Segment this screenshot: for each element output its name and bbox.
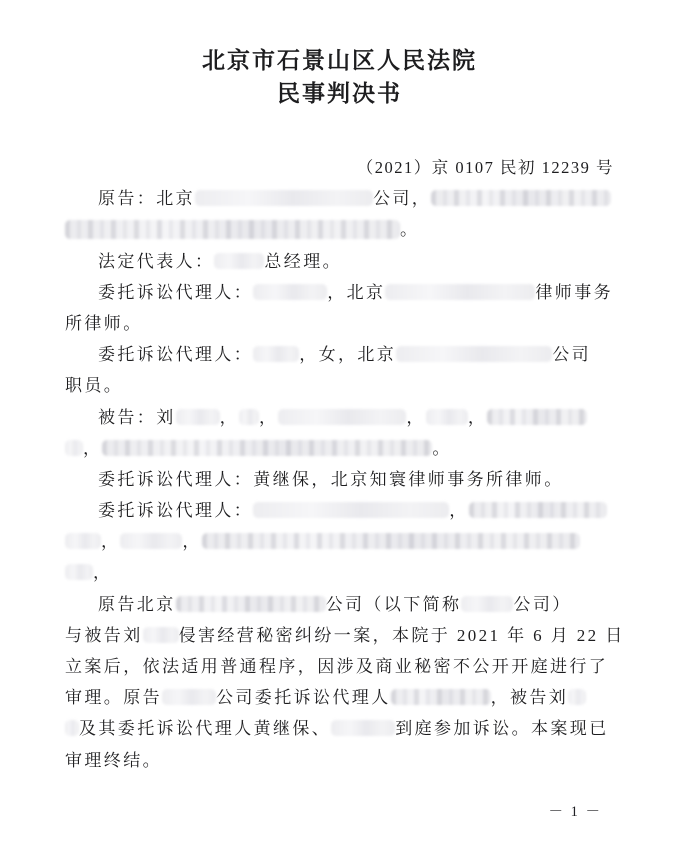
text-segment: ，	[219, 407, 240, 427]
redaction-block	[391, 689, 491, 705]
text-segment: 委托诉讼代理人：	[98, 501, 254, 521]
document-type: 民事判决书	[277, 81, 402, 106]
text-segment: 职员。	[65, 376, 124, 396]
text-segment: ，被告刘	[490, 688, 569, 708]
document-line	[65, 433, 614, 464]
text-segment: ，	[449, 501, 469, 521]
redaction-block	[214, 253, 264, 269]
redaction-block	[65, 220, 400, 239]
redaction-block	[331, 720, 395, 736]
text-segment: 立案后，依法适用普通程序，因涉及商业秘密不公开开庭进行了	[65, 657, 609, 676]
text-segment: 审理终结。	[65, 750, 162, 770]
text-segment: 被告：刘	[98, 407, 176, 427]
redaction-block	[120, 533, 182, 549]
redaction-block	[487, 409, 587, 425]
document-line	[65, 370, 614, 401]
text-segment: 。	[432, 438, 452, 458]
text-segment: ，	[406, 407, 426, 427]
text-segment: 公司（以下简称	[325, 594, 462, 614]
text-segment: 委托诉讼代理人：	[98, 282, 254, 302]
redaction-block	[162, 689, 216, 705]
document-lines	[65, 183, 625, 776]
text-segment: 侵害经营秘密纠纷一案，本院于 2021 年 6 月 22 日	[178, 625, 625, 645]
text-segment: 公司，	[373, 189, 432, 209]
text-segment: 原告北京	[98, 594, 176, 614]
text-segment: 到庭参加诉讼。本案现已	[395, 719, 609, 739]
document-line	[65, 277, 614, 308]
redaction-block	[202, 533, 580, 549]
document-line	[65, 183, 614, 214]
redaction-block	[176, 596, 326, 612]
text-segment: ，	[259, 407, 279, 427]
text-segment: 原告：北京	[98, 189, 195, 209]
text-segment: ，	[467, 407, 488, 427]
redaction-block	[65, 440, 83, 456]
text-segment: 律师事务	[535, 282, 614, 302]
text-segment: 委托诉讼代理人：黄继保，北京知寰律师事务所律师。	[98, 469, 564, 489]
text-segment: ，	[101, 532, 121, 552]
document-line	[65, 308, 614, 339]
redaction-block	[253, 284, 327, 300]
document-line	[65, 246, 614, 277]
redaction-block	[568, 689, 586, 705]
document-line	[65, 557, 614, 588]
case-number: （2021）京 0107 民初 12239 号	[356, 158, 614, 177]
document-line	[65, 620, 625, 651]
redaction-block	[65, 564, 93, 580]
text-segment: 公司）	[513, 594, 572, 614]
document-line	[65, 495, 614, 526]
redaction-block	[253, 346, 299, 362]
document-line	[65, 464, 614, 495]
document-content	[65, 0, 625, 776]
redaction-block	[65, 720, 79, 736]
redaction-block	[102, 440, 432, 456]
redaction-block	[385, 284, 535, 300]
redaction-block	[278, 409, 406, 425]
text-segment: ，女，北京	[299, 345, 397, 365]
document-line	[65, 214, 614, 245]
text-segment: 及其委托诉讼代理人黄继保、	[79, 719, 332, 739]
redaction-block	[195, 190, 373, 206]
redaction-block	[469, 502, 607, 518]
text-segment: ，	[83, 438, 103, 458]
text-segment: 委托诉讼代理人：	[98, 345, 254, 365]
document-line	[65, 589, 614, 620]
redaction-block	[239, 409, 259, 425]
text-segment: ，北京	[327, 282, 386, 302]
text-segment: 公司	[552, 345, 592, 365]
text-segment: 。	[400, 220, 420, 240]
text-segment: 所律师。	[65, 313, 143, 333]
text-segment: 法定代表人：	[98, 251, 215, 271]
document-line	[65, 713, 614, 744]
redaction-block	[143, 627, 179, 643]
text-segment: 审理。原告	[65, 688, 162, 708]
document-line	[65, 402, 614, 433]
redaction-block	[176, 409, 220, 425]
document-line	[65, 745, 614, 776]
redaction-block	[461, 596, 513, 612]
document-line	[65, 682, 614, 713]
document-line	[65, 651, 614, 682]
text-segment: 与被告刘	[65, 625, 143, 645]
text-segment: 总经理。	[264, 251, 343, 271]
text-segment: 公司委托诉讼代理人	[216, 688, 391, 708]
redaction-block	[253, 502, 449, 518]
redaction-block	[396, 346, 552, 362]
redaction-block	[65, 533, 101, 549]
page-number: － 1 －	[548, 804, 602, 820]
text-segment: ，	[182, 532, 202, 552]
text-segment: ，	[93, 563, 113, 583]
court-name: 北京市石景山区人民法院	[202, 48, 477, 73]
document-line	[65, 526, 614, 557]
document-line	[65, 339, 614, 370]
redaction-block	[431, 190, 611, 206]
document-title-block	[65, 0, 614, 110]
redaction-block	[426, 409, 468, 425]
